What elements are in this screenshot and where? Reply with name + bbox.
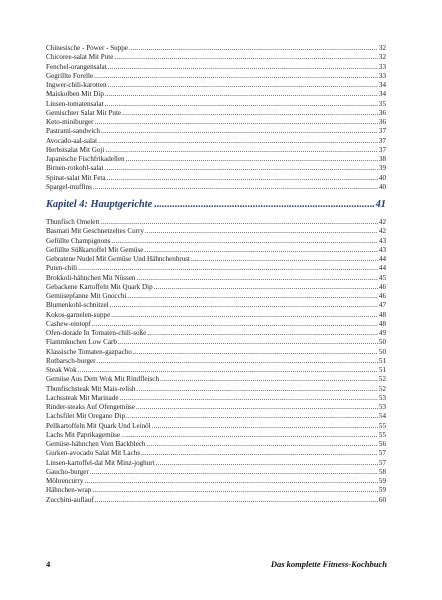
toc-entry-title: Gefüllte Champignons [46,236,111,245]
toc-entry-title: Linsen-kartoffel-dal Mit Minz-joghurt [46,458,155,467]
toc-entry-title: Gemüsepfanne Mit Gnocchi [46,292,127,300]
toc-entry[interactable] [46,155,386,164]
toc-entry-title: Lachs Mit Paprikagemüse [46,430,121,439]
toc-entry[interactable] [46,329,386,338]
toc-entry-page: 35 [378,99,386,108]
toc-entry-title: Gemüse-hähnchen Vom Backblech [46,440,146,448]
toc-entry-page: 48 [378,310,386,319]
toc-entry-page: 45 [378,273,386,282]
dot-leader [154,283,378,292]
toc-entry[interactable] [46,301,386,310]
toc-entry-page: 42 [378,218,386,226]
toc-entry-title: Gemischter Salat Mit Pute [46,108,122,117]
toc-entry-page: 46 [378,292,386,300]
toc-entry-page: 40 [378,173,386,182]
toc-entry-title: Brokkoli-hähnchen Mit Nüssen [46,273,136,282]
toc-entry-page: 43 [378,245,386,254]
toc-entry-title: Rinder-steaks Auf Ofengemüse [46,403,135,411]
toc-entry-page: 42 [378,227,386,236]
toc-entry-page: 32 [378,53,386,62]
dot-leader [191,255,378,264]
toc-entry-page: 47 [378,301,386,310]
dot-leader [107,174,378,183]
dot-leader [126,412,378,421]
toc-entry[interactable] [46,496,386,505]
toc-entry-page: 44 [378,264,386,273]
toc-entry-title: Hähnchen-wrap [46,486,92,495]
toc-entry-page: 49 [378,329,386,337]
toc-entry[interactable] [46,90,386,99]
toc-entry-title: Spinat-salat Mit Feta [46,173,106,182]
dot-leader [144,246,378,255]
toc-entry[interactable] [46,412,386,421]
toc-entry-title: Thunfischsteak Mit Mais-relish [46,384,136,393]
toc-entry-title: Möhrencurry [46,477,84,485]
dot-leader [121,431,378,440]
dot-leader [120,394,378,403]
dot-leader [101,127,378,136]
toc-entry-title: Blumenkohl-schnitzel [46,301,109,310]
dot-leader [152,422,378,431]
toc-entry-page: 33 [378,71,386,80]
toc-entry-page: 56 [378,440,386,448]
toc-entry[interactable] [46,63,386,72]
toc-entry-title: Basmati Mit Geschnetzeltes Curry [46,227,144,236]
toc-entry-title: Ingwer-chili-karotten [46,81,107,89]
dot-leader [95,496,378,505]
toc-entry-title: Gebratene Nudel Mit Gemüse Und Hähnchenbrust [46,255,191,263]
dot-leader [105,146,378,155]
toc-entry[interactable] [46,431,386,440]
toc-entry[interactable] [46,320,386,329]
toc-entry-title: Lachssteak Mit Marinade [46,393,119,402]
dot-leader [111,311,378,320]
toc-entry-page: 36 [378,108,386,117]
toc-entry-page: 34 [378,90,386,99]
toc-entry-page: 32 [378,44,386,52]
dot-leader [118,338,378,347]
dot-leader [78,264,378,273]
toc-entry-page: 46 [378,282,386,291]
toc-entry-title: Lachsfilet Mit Oregano Dip [46,412,125,421]
toc-entry-title: Chinesische - Power - Suppe [46,44,128,52]
dot-leader [97,357,378,366]
toc-entry-page: 53 [378,393,386,402]
toc-entry[interactable] [46,385,386,394]
dot-leader [126,155,378,164]
dot-leader [105,90,378,99]
toc-entry-title: Rotbarsch-burger [46,356,96,365]
toc-list-previous-chapter [46,44,386,192]
toc-entry-page: 57 [378,449,386,458]
toc-entry[interactable] [46,486,386,495]
dot-leader [92,320,378,329]
toc-entry[interactable] [46,449,386,458]
toc-entry-page: 51 [378,356,386,365]
toc-entry[interactable] [46,72,386,81]
toc-entry-title: Avocado-aal-salat [46,136,98,145]
toc-entry-page: 60 [378,495,386,504]
toc-entry-title: Maiskolben Mit Dip [46,90,104,99]
toc-entry-page: 55 [378,421,386,430]
footer-book-title: Das komplette Fitness-Kochbuch [270,559,387,569]
toc-entry-page: 33 [378,62,386,71]
dot-leader [114,53,378,62]
toc-entry-page: 50 [378,347,386,356]
toc-entry-page: 59 [378,486,386,495]
toc-entry-title: Fenchel-orangensalat [46,62,107,71]
toc-entry-page: 58 [378,467,386,476]
dot-leader [84,477,377,486]
dot-leader [141,449,378,458]
toc-entry-title: Puten-chili [46,264,78,273]
page-footer [46,557,387,571]
toc-entry[interactable] [46,477,386,486]
dot-leader [108,63,378,72]
toc-entry-title: Gegrillte Forelle [46,71,94,80]
toc-entry[interactable] [46,274,386,283]
toc-entry[interactable] [46,311,386,320]
toc-entry-title: Japanische Fischfrikadellen [46,155,125,163]
toc-entry[interactable] [46,109,386,118]
toc-entry-page: 37 [378,127,386,136]
toc-entry-page: 43 [378,236,386,245]
dot-leader [127,292,378,301]
toc-entry[interactable] [46,118,386,127]
toc-entry[interactable] [46,44,386,53]
toc-entry[interactable] [46,53,386,62]
toc-entry-page: 50 [378,338,386,347]
dot-leader [129,44,378,53]
toc-entry[interactable] [46,338,386,347]
dot-leader [108,81,378,90]
toc-entry-page: 57 [378,458,386,467]
dot-leader [92,486,378,495]
toc-entry-title: Cashew-eintopf [46,319,91,328]
toc-entry-page: 55 [378,430,386,439]
toc-entry[interactable] [46,403,386,412]
table-of-contents [46,44,386,505]
toc-entry[interactable] [46,283,386,292]
toc-entry-page: 53 [378,403,386,411]
dot-leader [154,199,373,210]
toc-entry-page: 52 [378,384,386,393]
dot-leader [133,348,378,357]
toc-entry-page: 36 [378,118,386,126]
toc-entry[interactable] [46,164,386,173]
toc-entry[interactable] [46,357,386,366]
toc-entry-title: Zucchini-auflauf [46,495,94,504]
toc-entry[interactable] [46,459,386,468]
toc-entry-title: Gemüse Aus Dem Wok Mit Rindfleisch [46,375,159,384]
chapter-page-number: 41 [375,199,386,210]
toc-entry[interactable] [46,127,386,136]
toc-entry-title: Ofen-dorade In Tomaten-chili-soße [46,329,147,337]
dot-leader [98,137,378,146]
toc-entry-page: 48 [378,319,386,328]
toc-entry-title: Gefüllte Süßkartoffel Mit Gemüse [46,245,144,254]
toc-entry-title: Gebackene Kartoffeln Mit Quark Dip [46,282,153,291]
toc-entry[interactable] [46,174,386,183]
dot-leader [145,227,378,236]
toc-entry-page: 52 [378,375,386,384]
toc-entry[interactable] [46,237,386,246]
toc-entry-page: 38 [378,155,386,163]
toc-entry[interactable] [46,264,386,273]
toc-entry[interactable] [46,146,386,155]
toc-entry-page: 37 [378,145,386,154]
toc-entry[interactable] [46,218,386,227]
toc-entry-page: 34 [378,81,386,89]
toc-entry-page: 39 [378,164,386,173]
toc-entry[interactable] [46,366,386,375]
dot-leader [136,385,377,394]
toc-entry[interactable] [46,183,386,192]
dot-leader [93,183,378,192]
dot-leader [105,164,378,173]
toc-entry[interactable] [46,292,386,301]
toc-entry[interactable] [46,137,386,146]
toc-entry[interactable] [46,348,386,357]
toc-entry-title: Chicoree-salat Mit Pute [46,53,114,62]
toc-entry[interactable] [46,422,386,431]
chapter-heading[interactable] [46,199,386,213]
toc-entry[interactable] [46,440,386,449]
footer-page-number: 4 [46,559,51,569]
dot-leader [122,109,378,118]
toc-entry-page: 40 [378,182,386,191]
chapter-title: Kapitel 4: Hauptgerichte [46,199,153,210]
dot-leader [156,459,378,468]
toc-entry-title: Flammkuchen Low Carb [46,338,117,347]
toc-list-main-dishes [46,218,386,505]
dot-leader [136,274,377,283]
toc-entry[interactable] [46,100,386,109]
dot-leader [146,440,377,449]
toc-entry[interactable] [46,375,386,384]
toc-entry[interactable] [46,81,386,90]
toc-entry-title: Linsen-tomatensalat [46,99,104,108]
toc-entry-page: 54 [378,412,386,421]
toc-entry-page: 59 [378,477,386,485]
dot-leader [105,100,378,109]
toc-entry-title: Keto-miniburger [46,118,94,126]
toc-entry-title: Herbstsalat Mit Goji [46,145,105,154]
toc-entry-title: Pastrami-sandwich [46,127,100,136]
toc-entry[interactable] [46,227,386,236]
toc-entry-title: Spargel-muffins [46,182,92,191]
toc-entry-title: Thunfisch Omelett [46,218,100,226]
dot-leader [100,218,378,227]
dot-leader [94,72,378,81]
toc-entry-title: Gurken-avocado Salat Mit Lachs [46,449,140,458]
dot-leader [78,366,378,375]
toc-entry-page: 51 [378,366,386,374]
toc-entry[interactable] [46,255,386,264]
toc-entry-title: Pellkartoffeln Mit Quark Und Leinöl [46,421,151,430]
dot-leader [111,237,377,246]
dot-leader [160,375,378,384]
dot-leader [110,301,378,310]
toc-entry-title: Klassische Tomaten-gazpacho [46,347,132,356]
toc-entry-page: 37 [378,136,386,145]
dot-leader [147,329,378,338]
toc-entry-title: Birnen-rotkohl-salat [46,164,104,173]
dot-leader [136,403,378,412]
toc-entry[interactable] [46,246,386,255]
toc-entry-title: Gaucho-burger [46,467,89,476]
toc-entry[interactable] [46,468,386,477]
toc-entry-page: 44 [378,255,386,263]
toc-entry-title: Steak Wok [46,366,77,374]
dot-leader [90,468,378,477]
dot-leader [95,118,378,127]
toc-entry-title: Kokos-garnelen-suppe [46,310,111,319]
toc-entry[interactable] [46,394,386,403]
